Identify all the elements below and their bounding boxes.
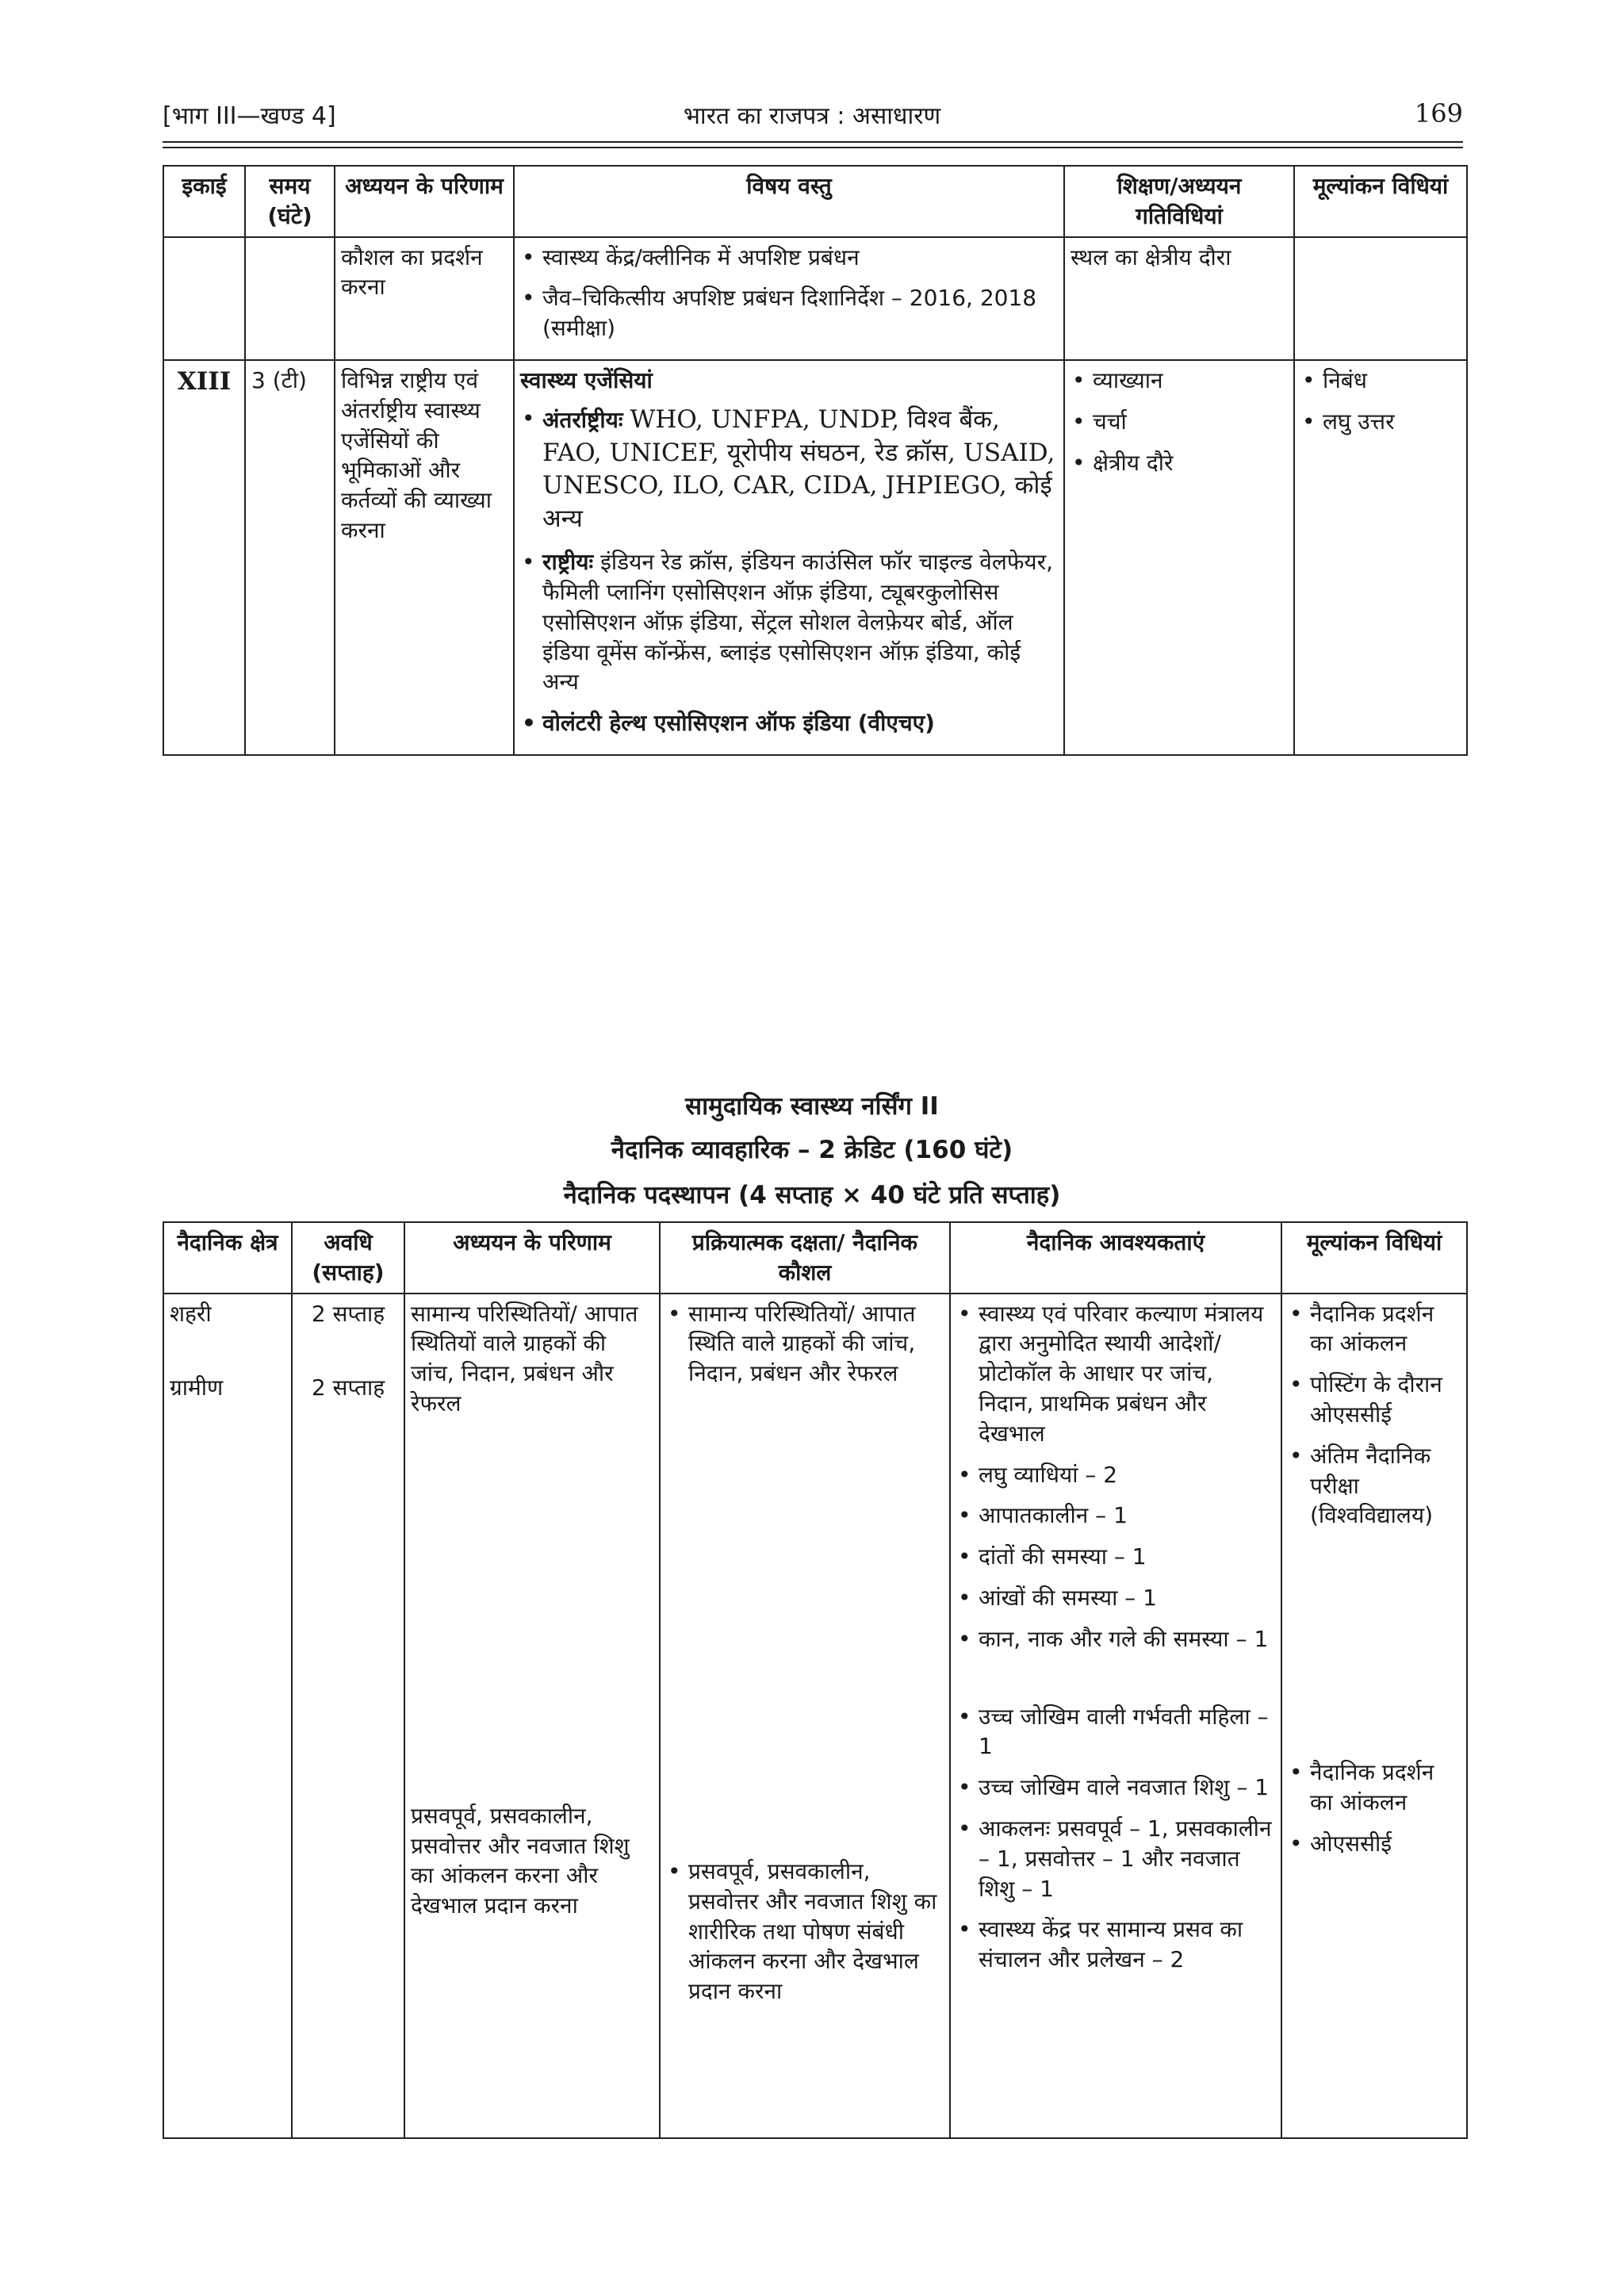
table-header-row <box>163 166 1467 237</box>
list-item: • सामान्य परिस्थितियों/ आपात स्थिति वाले ग्राहकों की जांच, निदान, प्रबंधन और रेफरल <box>666 1299 944 1389</box>
list-item: • लघु व्याधियां – 2 <box>956 1460 1275 1490</box>
list-item: • उच्च जोखिम वाले नवजात शिशु – 1 <box>956 1773 1275 1803</box>
list-item: • नैदानिक प्रदर्शन का आंकलन <box>1288 1757 1461 1818</box>
col-header-content: विषय वस्तु <box>514 166 1064 237</box>
unit-number: XIII <box>163 360 245 755</box>
col-header-activities: शिक्षण/अध्ययन गतिविधियां <box>1064 166 1294 237</box>
header-rule-bottom <box>163 147 1463 148</box>
content-cell <box>514 360 1064 755</box>
list-item: • लघु उत्तर <box>1300 407 1461 437</box>
list-item: • क्षेत्रीय दौरे <box>1071 448 1288 478</box>
assessment-cell <box>1294 360 1467 755</box>
col-header-time: समय (घंटे) <box>245 166 335 237</box>
list-item: • वोलंटरी हेल्थ एसोसिएशन ऑफ इंडिया (वीएचए) <box>520 708 1058 738</box>
list-item: • निबंध <box>1300 366 1461 396</box>
col-header-assessment: मूल्यांकन विधियां <box>1294 166 1467 237</box>
col-header-skill: प्रक्रियात्मक दक्षता/ नैदानिक कौशल <box>660 1222 950 1294</box>
clinical-table <box>163 1221 1468 2139</box>
page-number: 169 <box>1414 98 1463 128</box>
list-item: • आकलनः प्रसवपूर्व – 1, प्रसवकालीन – 1, प्रसवोत्तर – 1 और नवजात शिशु – 1 <box>956 1814 1275 1903</box>
duration-cell <box>292 1294 404 2138</box>
content-heading: स्वास्थ्य एजेंसियां <box>520 366 653 393</box>
list-item: • आंखों की समस्या – 1 <box>956 1583 1275 1613</box>
duration-urban: 2 सप्ताह <box>311 1300 385 1327</box>
list-item: • व्याख्यान <box>1071 366 1288 396</box>
col-header-outcome: अध्ययन के परिणाम <box>335 166 514 237</box>
list-item: • स्वास्थ्य केंद्र पर सामान्य प्रसव का संचालन और प्रलेखन – 2 <box>956 1915 1275 1975</box>
col-header-outcome: अध्ययन के परिणाम <box>404 1222 660 1294</box>
table-row <box>163 237 1467 360</box>
intl-agencies: WHO, UNFPA, UNDP, विश्व बैंक, FAO, UNICEF, यूरोपीय संघठन, रेड क्रॉस, USAID, UNESCO, ILO, CAR, CIDA, JHPIEGO, कोई अन्य <box>542 404 1055 534</box>
header-rule-top <box>163 141 1463 143</box>
list-item: • स्वास्थ्य केंद्र/क्लीनिक में अपशिष्ट प्रबंधन <box>520 243 1058 273</box>
section-subtitle: नैदानिक व्यावहारिक – 2 क्रेडिट (160 घंटे) <box>611 1136 1013 1164</box>
list-item <box>520 547 1058 697</box>
list-item: • आपातकालीन – 1 <box>956 1501 1275 1531</box>
col-header-assessment: मूल्यांकन विधियां <box>1281 1222 1467 1294</box>
list-item: • कान, नाक और गले की समस्या – 1 <box>956 1624 1275 1654</box>
section-title: सामुदायिक स्वास्थ्य नर्सिंग II <box>685 1092 939 1121</box>
list-item: • पोस्टिंग के दौरान ओएससीई <box>1288 1370 1461 1430</box>
list-item: • चर्चा <box>1071 407 1288 437</box>
area-urban: शहरी <box>170 1300 212 1327</box>
col-header-requirements: नैदानिक आवश्यकताएं <box>950 1222 1281 1294</box>
national-agencies: इंडियन रेड क्रॉस, इंडियन काउंसिल फॉर चाइल्ड वेलफेयर, फैमिली प्लानिंग एसोसिएशन ऑफ़ इंडिया, ट्यूबरकुलोसिस एसोसिएशन ऑफ़ इंडिया, सेंट्रल सोशल वेलफ़ेयर बोर्ड, ऑल इंडिया वूमेंस कॉन्फ्रेंस, ब्लाइंड एसोसिएशन ऑफ़ इंडिया, कोई अन्य <box>542 549 1054 696</box>
area-cell <box>163 1294 292 2138</box>
list-item: • नैदानिक प्रदर्शन का आंकलन <box>1288 1299 1461 1359</box>
intl-label: अंतर्राष्ट्रीयः <box>542 406 623 433</box>
list-item: • जैव–चिकित्सीय अपशिष्ट प्रबंधन दिशानिर्देश – 2016, 2018 (समीक्षा) <box>520 283 1058 343</box>
list-item: • अंतिम नैदानिक परीक्षा (विश्वविद्यालय) <box>1288 1441 1461 1531</box>
outcome-cell: कौशल का प्रदर्शन करना <box>335 237 514 360</box>
outcome-cell <box>404 1294 660 2138</box>
header-publication-title: भारत का राजपत्र : असाधारण <box>683 102 941 130</box>
table-row <box>163 360 1467 755</box>
col-header-area: नैदानिक क्षेत्र <box>163 1222 292 1294</box>
activities-cell <box>1064 360 1294 755</box>
content-cell <box>514 237 1064 360</box>
header-part-label: [भाग III—खण्ड 4] <box>163 102 336 130</box>
area-rural: ग्रामीण <box>170 1374 224 1401</box>
col-header-duration: अवधि (सप्ताह) <box>292 1222 404 1294</box>
list-item: • स्वास्थ्य एवं परिवार कल्याण मंत्रालय द्वारा अनुमोदित स्थायी आदेशों/प्रोटोकॉल के आधार पर जांच, निदान, प्राथमिक प्रबंधन और देखभाल <box>956 1299 1275 1449</box>
activity-cell: स्थल का क्षेत्रीय दौरा <box>1064 237 1294 360</box>
list-item: • उच्च जोखिम वाली गर्भवती महिला – 1 <box>956 1702 1275 1762</box>
national-label: राष्ट्रीयः <box>542 549 594 576</box>
assessment-cell <box>1281 1294 1467 2138</box>
outcome-cell: विभिन्न राष्ट्रीय एवं अंतर्राष्ट्रीय स्वास्थ्य एजेंसियों की भूमिकाओं और कर्तव्यों की व्याख्या करना <box>335 360 514 755</box>
col-header-unit: इकाई <box>163 166 245 237</box>
duration-rural: 2 सप्ताह <box>311 1374 385 1401</box>
outcome-maternal: प्रसवपूर्व, प्रसवकालीन, प्रसवोत्तर और नवजात शिशु का आंकलन करना और देखभाल प्रदान करना <box>411 1802 630 1919</box>
outcome-general: सामान्य परिस्थितियों/ आपात स्थितियों वाले ग्राहकों की जांच, निदान, प्रबंधन और रेफरल <box>411 1300 638 1416</box>
list-item: • प्रसवपूर्व, प्रसवकालीन, प्रसवोत्तर और नवजात शिशु का शारीरिक तथा पोषण संबंधी आंकलन करना और देखभाल प्रदान करना <box>666 1857 944 2007</box>
table-header-row <box>163 1222 1467 1294</box>
section-subtitle-placement: नैदानिक पदस्थापन (4 सप्ताह × 40 घंटे प्रति सप्ताह) <box>563 1181 1061 1209</box>
list-item: • ओएससीई <box>1288 1829 1461 1859</box>
requirements-cell <box>950 1294 1281 2138</box>
skill-cell <box>660 1294 950 2138</box>
list-item <box>520 404 1058 536</box>
table-row <box>163 1294 1467 2138</box>
time-cell: 3 (टी) <box>245 360 335 755</box>
syllabus-table <box>163 165 1468 756</box>
list-item: • दांतों की समस्या – 1 <box>956 1542 1275 1572</box>
